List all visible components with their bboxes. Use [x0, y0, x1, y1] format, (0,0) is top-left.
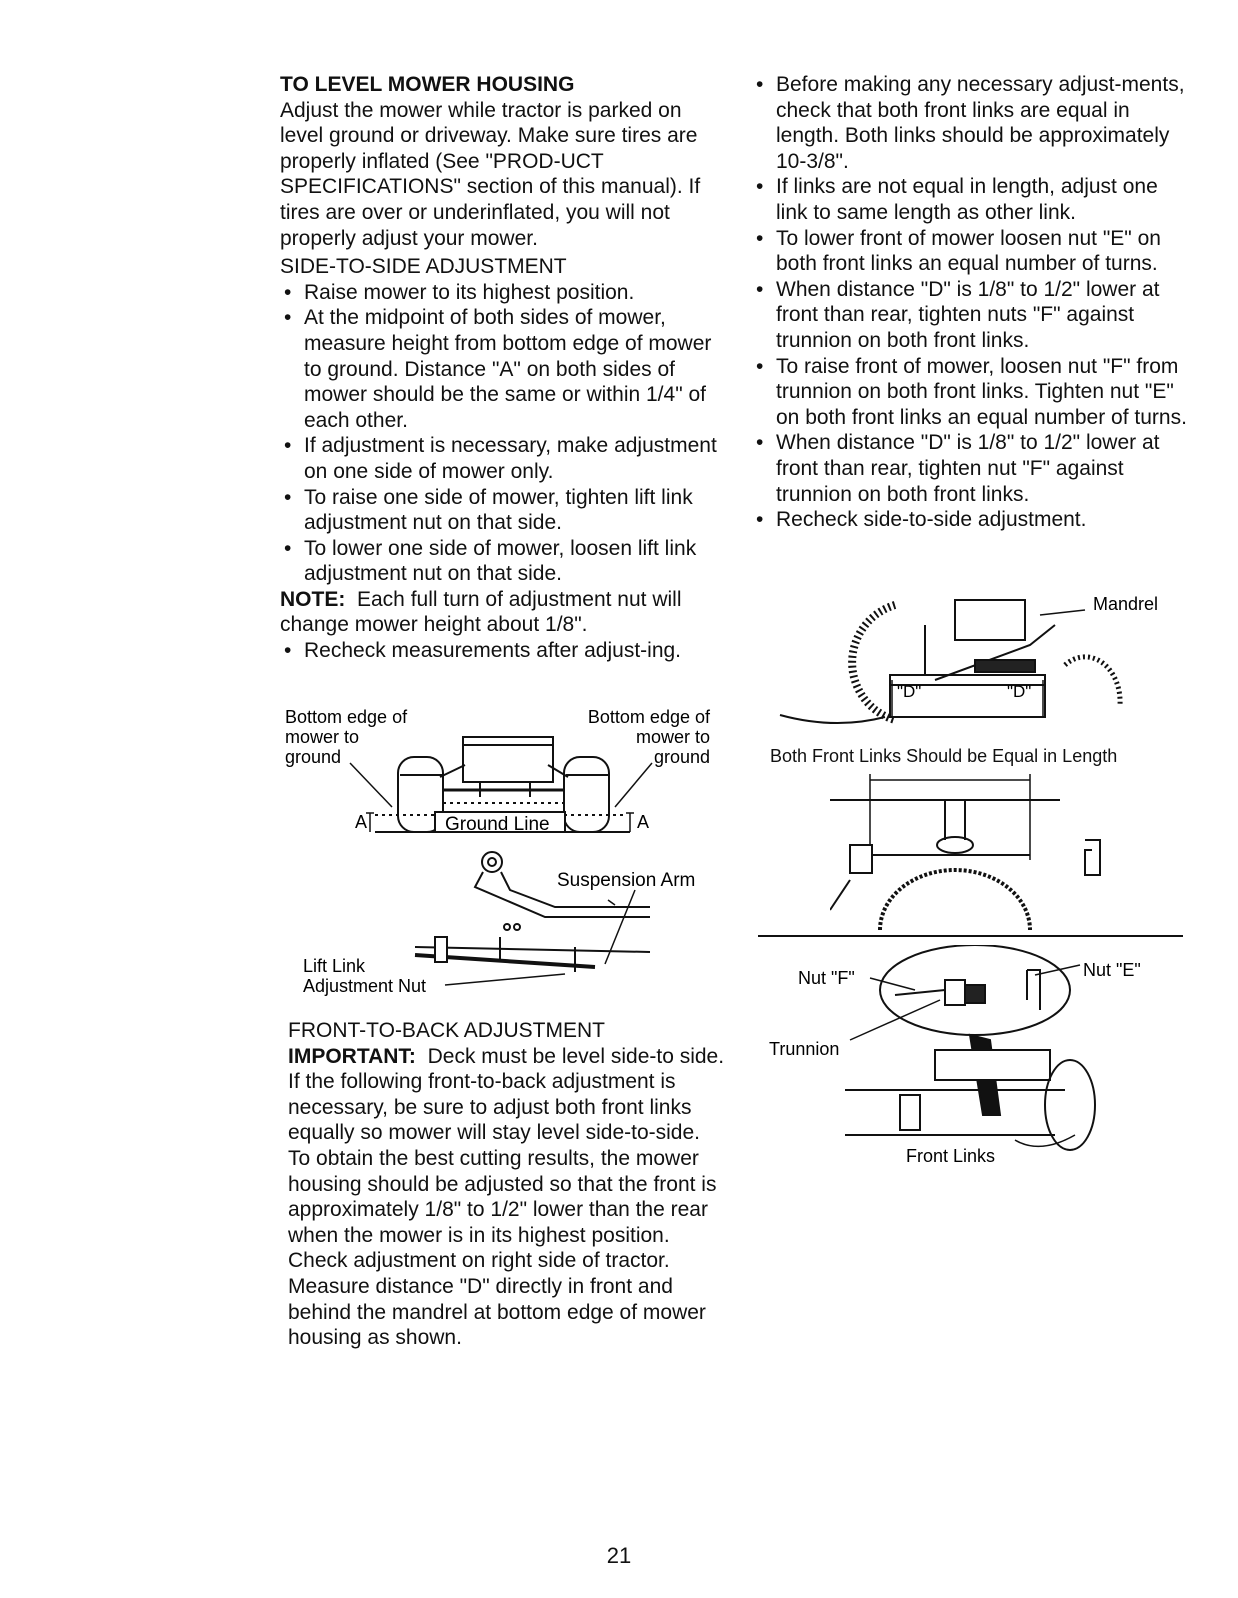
- nut-f-label: Nut "F": [798, 968, 855, 988]
- front-to-back-heading: FRONT-TO-BACK ADJUSTMENT: [288, 1019, 605, 1042]
- note-paragraph: [280, 587, 725, 638]
- trunnion-label: Trunnion: [769, 1039, 840, 1059]
- list-item: • Recheck side-to-side adjustment.: [752, 507, 1192, 533]
- front-to-back-section: [288, 1018, 728, 1351]
- mandrel-diagram: [775, 585, 1185, 730]
- suspension-arm-label: Suspension Arm: [557, 870, 696, 891]
- label-bottom-edge-left: Bottom edge of: [285, 707, 408, 727]
- front-links-list: [752, 72, 1192, 533]
- nut-e-label: Nut "E": [1083, 960, 1141, 980]
- svg-text:ground: ground: [653, 747, 710, 767]
- important-label: IMPORTANT:: [288, 1044, 416, 1068]
- list-item: • To raise one side of mower, tighten lift link adjustment nut on that side.: [280, 485, 725, 536]
- list-item: • Raise mower to its highest position.: [280, 280, 725, 306]
- list-item: • When distance "D" is 1/8" to 1/2" lower at front than rear, tighten nuts "F" against trunnion on both front links.: [752, 277, 1192, 354]
- list-item: • If links are not equal in length, adjust one link to same length as other link.: [752, 174, 1192, 225]
- svg-text:mower to: mower to: [285, 727, 360, 747]
- trunnion-diagram: [765, 945, 1185, 1175]
- section-heading: TO LEVEL MOWER HOUSING: [280, 73, 575, 96]
- distance-a-right: A: [637, 812, 650, 832]
- suspension-arm-diagram: [295, 842, 725, 1002]
- recheck-list: [280, 638, 725, 664]
- note-text: Each full turn of adjustment nut will change mower height about 1/8".: [280, 587, 682, 637]
- page-number: 21: [606, 1543, 632, 1568]
- note-label: NOTE:: [280, 587, 346, 611]
- svg-text:ground: ground: [285, 747, 342, 767]
- mandrel-label: Mandrel: [1093, 594, 1159, 614]
- list-item: • Before making any necessary adjust-ments, check that both front links are equal in length. Both links should be approximately 10-3/8".: [752, 72, 1192, 174]
- check-paragraph: Check adjustment on right side of tractor. Measure distance "D" directly in front and behind the mandrel at bottom edge of mower housing as shown.: [288, 1249, 706, 1350]
- figure-caption: Both Front Links Should be Equal in Length: [770, 746, 1118, 766]
- front-links-diagram: [830, 770, 1115, 930]
- intro-paragraph: Adjust the mower while tractor is parked on level ground or driveway. Make sure tires are properly inflated (See "PROD-UCT SPECIFICATIONS" section of this manual). If tires are over or underinflated, you will not properly adjust your mower.: [280, 98, 701, 250]
- ground-line-label: Ground Line: [445, 814, 550, 835]
- lift-link-label: Lift Link: [303, 956, 366, 976]
- right-column: [752, 72, 1192, 533]
- distance-d-front: "D": [897, 682, 922, 701]
- list-item: • To lower one side of mower, loosen lift link adjustment nut on that side.: [280, 536, 725, 587]
- adjustment-nut-label: Adjustment Nut: [303, 976, 427, 996]
- list-item: • When distance "D" is 1/8" to 1/2" lower at front than rear, tighten nut "F" against trunnion on both front links.: [752, 430, 1192, 507]
- list-item: • Recheck measurements after adjust-ing.: [280, 638, 725, 664]
- important-text: Deck must be level side-to side. If the following front-to-back adjustment is necessary, be sure to adjust both front links equally so mower will stay level side-to-side.: [288, 1044, 725, 1145]
- side-to-side-list: [280, 280, 725, 587]
- mower-height-diagram: [280, 705, 720, 835]
- side-to-side-heading: SIDE-TO-SIDE ADJUSTMENT: [280, 255, 567, 279]
- left-column: [280, 72, 725, 664]
- distance-d-rear: "D": [1007, 682, 1032, 701]
- list-item: • At the midpoint of both sides of mower, measure height from bottom edge of mower to ground. Distance "A" on both sides of mower should be the same or within 1/4" of each other.: [280, 305, 725, 433]
- svg-text:mower to: mower to: [635, 727, 710, 747]
- important-paragraph: [288, 1044, 728, 1146]
- best-cut-paragraph: To obtain the best cutting results, the mower housing should be adjusted so that the front is approximately 1/8" to 1/2" lower than the rear when the mower is in its highest position.: [288, 1146, 717, 1247]
- front-links-label: Front Links: [906, 1146, 996, 1166]
- label-bottom-edge-right: Bottom edge of: [587, 707, 710, 727]
- divider: [758, 935, 1183, 937]
- list-item: • If adjustment is necessary, make adjustment on one side of mower only.: [280, 433, 725, 484]
- list-item: • To raise front of mower, loosen nut "F" from trunnion on both front links. Tighten nut "E" on both front links an equal number of turns.: [752, 354, 1192, 431]
- list-item: • To lower front of mower loosen nut "E" on both front links an equal number of turns.: [752, 226, 1192, 277]
- distance-a-left: A: [355, 812, 368, 832]
